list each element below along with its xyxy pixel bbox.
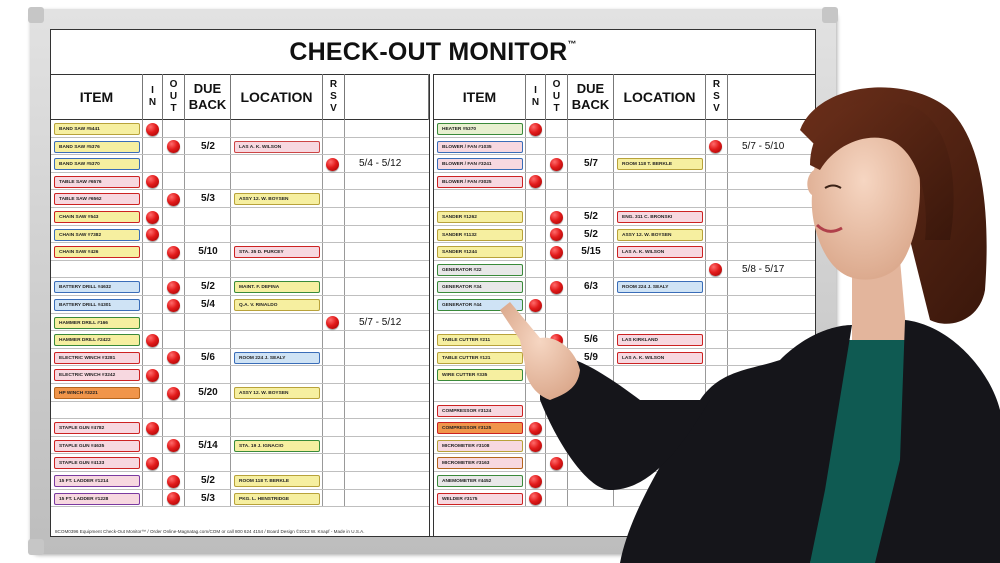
reservation-dates: 5/4 - 5/12 (359, 158, 402, 170)
in-magnet[interactable] (146, 457, 159, 470)
location-tag[interactable]: LAS A. K. WILSON (617, 352, 703, 364)
item-tag[interactable]: BATTERY DRILL #4632 (54, 281, 140, 293)
board-title-text: CHECK-OUT MONITOR (289, 38, 568, 66)
frame-corner (822, 7, 838, 23)
out-magnet[interactable] (167, 140, 180, 153)
column-header-rsv: R S V (323, 74, 345, 120)
item-tag[interactable]: TABLE SAW #6562 (54, 193, 140, 205)
due-back-date: 5/2 (584, 228, 598, 240)
due-back-date: 5/10 (198, 246, 218, 258)
item-tag[interactable]: CHAIN SAW #7382 (54, 229, 140, 241)
location-tag[interactable]: MAINT. F. DEFINA (234, 281, 320, 293)
item-tag[interactable]: TABLE CUTTER #211 (437, 334, 523, 346)
location-tag[interactable]: ROOM 118 T. BERKLE (617, 158, 703, 170)
due-back-date: 5/15 (581, 246, 601, 258)
item-tag[interactable]: BLOWER / FAN #1035 (437, 141, 523, 153)
item-tag[interactable]: BLOWER / FAN #3025 (437, 176, 523, 188)
due-back-date: 5/3 (201, 492, 215, 504)
trademark-symbol: ™ (567, 39, 577, 49)
due-back-date: 5/6 (584, 334, 598, 346)
due-back-date: 5/3 (201, 193, 215, 205)
board-footer: 8COM0396 Equipment Check-Out Monitor™ / Order Online-Magnatag.com/COM or call 800 624 4154 / Board Design ©2012 W. Knapf - Made in U.S.A. (55, 529, 365, 534)
item-tag[interactable]: TABLE SAW #6576 (54, 176, 140, 188)
item-tag[interactable]: MICROMETER #3108 (437, 440, 523, 452)
item-tag[interactable]: HEATER #5370 (437, 123, 523, 135)
column-header-out: O U T (163, 74, 185, 120)
out-magnet[interactable] (167, 246, 180, 259)
reservation-dates: 5/8 - 5/17 (742, 263, 785, 275)
pointing-hand (500, 302, 580, 400)
item-tag[interactable]: SANDER #1132 (437, 229, 523, 241)
item-tag[interactable]: BAND SAW #5376 (54, 141, 140, 153)
item-tag[interactable]: ELECTRIC WINCH #3242 (54, 369, 140, 381)
column-header-due: DUE BACK (185, 74, 231, 120)
column-header-notes (345, 74, 429, 120)
out-magnet[interactable] (167, 299, 180, 312)
column-header-loc: LOCATION (614, 74, 706, 120)
left-panel (51, 74, 429, 537)
item-tag[interactable]: HAMMER DRILL #166 (54, 317, 140, 329)
due-back-date: 5/2 (201, 140, 215, 152)
item-tag[interactable]: WELDER #3175 (437, 493, 523, 505)
location-tag[interactable]: ASSY 12. W. BOYSEN (234, 193, 320, 205)
due-back-date: 5/14 (198, 439, 218, 451)
item-tag[interactable]: GENERATOR #22 (437, 264, 523, 276)
location-tag[interactable]: STA. 35 D. PURCEY (234, 246, 320, 258)
out-magnet[interactable] (167, 387, 180, 400)
frame-corner (28, 539, 44, 555)
out-magnet[interactable] (167, 475, 180, 488)
location-tag[interactable]: LAS A. K. WILSON (234, 141, 320, 153)
due-back-date: 6/3 (584, 281, 598, 293)
item-tag[interactable]: BAND SAW #5441 (54, 123, 140, 135)
item-tag[interactable]: 15 FT. LADDER #1214 (54, 475, 140, 487)
location-tag[interactable]: Q.A. V. RINALDO (234, 299, 320, 311)
location-tag[interactable]: ROOM 224 J. SEALY (234, 352, 320, 364)
item-tag[interactable]: ANEMOMETER #4452 (437, 475, 523, 487)
column-header-rsv: R S V (706, 74, 728, 120)
board-title (51, 30, 815, 75)
board-row (51, 261, 429, 279)
item-tag[interactable]: COMPRESSOR #3124 (437, 405, 523, 417)
rsv-magnet[interactable] (326, 158, 339, 171)
in-magnet[interactable] (146, 211, 159, 224)
due-back-date: 5/2 (201, 281, 215, 293)
item-tag[interactable]: WIRE CUTTER #335 (437, 369, 523, 381)
frame-corner (28, 7, 44, 23)
column-header-loc: LOCATION (231, 74, 323, 120)
location-tag[interactable]: ROOM 118 T. BERKLE (234, 475, 320, 487)
rsv-magnet[interactable] (326, 316, 339, 329)
item-tag[interactable]: GENERATOR #34 (437, 281, 523, 293)
due-back-date: 5/2 (584, 211, 598, 222)
location-tag[interactable]: LAS KIRKLAND (617, 334, 703, 346)
item-tag[interactable]: CHAIN SAW #426 (54, 246, 140, 258)
item-tag[interactable]: TABLE CUTTER #121 (437, 352, 523, 364)
item-tag[interactable]: CHAIN SAW #543 (54, 211, 140, 223)
item-tag[interactable]: BLOWER / FAN #3241 (437, 158, 523, 170)
location-tag[interactable]: ENG. 311 C. BRONSKI (617, 211, 703, 223)
in-magnet[interactable] (146, 422, 159, 435)
due-back-date: 5/20 (198, 387, 218, 398)
in-magnet[interactable] (146, 369, 159, 382)
column-header-item: ITEM (434, 74, 526, 120)
location-tag[interactable]: ROOM 224 J. SEALY (617, 281, 703, 293)
item-tag[interactable]: COMPRESSOR #3125 (437, 422, 523, 434)
item-tag[interactable]: ELECTRIC WINCH #3281 (54, 352, 140, 364)
out-magnet[interactable] (167, 193, 180, 206)
item-tag[interactable]: BATTERY DRILL #4301 (54, 299, 140, 311)
out-magnet[interactable] (167, 492, 180, 505)
location-tag[interactable]: LAS A. K. WILSON (617, 246, 703, 258)
item-tag[interactable]: STAPLE GUN #4635 (54, 440, 140, 452)
item-tag[interactable]: STAPLE GUN #4782 (54, 422, 140, 434)
reservation-dates: 5/7 - 5/12 (359, 316, 402, 328)
in-magnet[interactable] (146, 228, 159, 241)
column-header-due: DUE BACK (568, 74, 614, 120)
item-tag[interactable]: HAMMER DRILL #2422 (54, 334, 140, 346)
reservation-dates: 5/7 - 5/10 (742, 140, 785, 152)
due-back-date: 5/7 (584, 158, 598, 170)
item-tag[interactable]: HP WINCH #3221 (54, 387, 140, 399)
item-tag[interactable]: 15 FT. LADDER #1228 (54, 493, 140, 505)
column-header-in: I N (526, 74, 546, 120)
item-tag[interactable]: SANDER #1262 (437, 211, 523, 223)
location-tag[interactable]: STA. 19 J. IGNACIO (234, 440, 320, 452)
presenter-woman (480, 70, 1000, 563)
column-header-in: I N (143, 74, 163, 120)
item-tag[interactable]: MICROMETER #3163 (437, 457, 523, 469)
column-header-row (51, 74, 429, 120)
in-magnet[interactable] (146, 334, 159, 347)
location-tag[interactable]: ASSY 12. W. BOYSEN (234, 387, 320, 399)
out-magnet[interactable] (167, 281, 180, 294)
item-tag[interactable]: BAND SAW #5370 (54, 158, 140, 170)
in-magnet[interactable] (146, 123, 159, 136)
location-tag[interactable]: PKG. L. HENSTRIDGE (234, 493, 320, 505)
item-tag[interactable]: STAPLE GUN #4133 (54, 457, 140, 469)
item-tag[interactable]: GENERATOR #44 (437, 299, 523, 311)
location-tag[interactable]: ASSY 12. W. BOYSEN (617, 229, 703, 241)
column-header-item: ITEM (51, 74, 143, 120)
board-row (51, 402, 429, 420)
due-back-date: 5/2 (201, 475, 215, 486)
due-back-date: 5/9 (584, 351, 598, 363)
due-back-date: 5/4 (201, 299, 215, 310)
column-header-out: O U T (546, 74, 568, 120)
due-back-date: 5/6 (201, 351, 215, 363)
item-tag[interactable]: SANDER #1244 (437, 246, 523, 258)
